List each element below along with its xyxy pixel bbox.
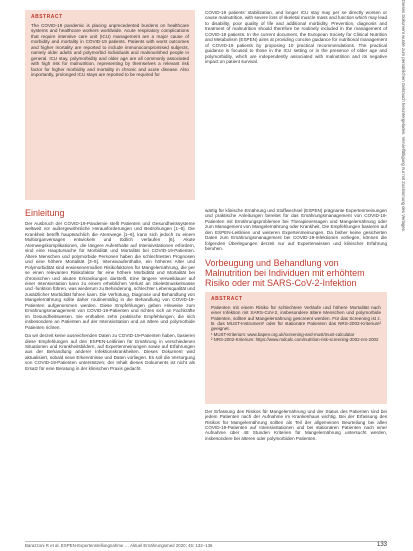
right-column bbox=[205, 208, 387, 533]
abstract-box-german bbox=[205, 292, 387, 404]
section-title-introduction: Einleitung bbox=[25, 208, 65, 218]
section-title-prevention: Vorbeugung und Behandlung von Malnutrition bei Individuen mit erhöhtem Risiko oder mit SARS-CoV-2-Infektion bbox=[205, 257, 365, 288]
introduction-column bbox=[25, 208, 195, 533]
abstract-heading: ABSTRACT bbox=[211, 295, 243, 302]
abstract-heading: ABSTRACT bbox=[31, 14, 63, 20]
footnote-must: ¹ MUST-Kriterium: www.bapen.org.uk/screening-and-must/must-calculator bbox=[211, 331, 355, 337]
abstract-text: The COVID-19 pandemic is placing unprecedented burdens on healthcare systems and healthcare workers worldwide. Acute respiratory complications that require intensive care unit (ICU) management are a major cause of morbidity and mortality in COVID-19 patients. Patients with worst outcomes and higher mortality are reported to include immunocompromised subjects, namely older adults and polymorbid individuals and malnourished people in general. ICU stay, polymorbidity and older age are all commonly associated with high risk for malnutrition, representing by themselves a relevant risk factor for higher morbidity and mortality in chronic and acute disease. Also importantly, prolonged ICU stays are reported to be required for bbox=[31, 23, 189, 78]
citation-footer: Barazzoni R et al. ESPEN-Expertenstellungnahme … Aktuel Ernährungsmed 2020; 45: 132–136 bbox=[25, 543, 213, 548]
abstract-box-english bbox=[25, 10, 195, 200]
page-number: 133 bbox=[376, 542, 387, 548]
page-footer bbox=[25, 541, 387, 550]
footnote-nrs: ² NRS-2002-Kriterium: https://www.mdcalc.com/nutrition-risk-screening-2002-nrs-2002 bbox=[211, 337, 379, 343]
abstract-continuation-text: COVID-19 patients’ stabilization, and longer ICU stay may per se directly worsen or cause malnutrition, with severe loss of skeletal muscle mass and function which may lead to disability, poor quality of life and additional morbidity. Prevention, diagnosis and treatment of malnutrition should therefore be routinely included in the management of COVID-19 patients. In the current document, the European Society for Clinical Nutrition and Metabolism (ESPEN) aims at providing concise guidance for nutritional management of COVID-19 patients by proposing 10 practical recommendations. The practical guidance is focused to those in the ICU setting or in the presence of older age and polymorbidity, which are independently associated with malnutrition and its negative impact on patient survival. bbox=[205, 10, 387, 65]
introduction-paragraph: Da wir derzeit keine ausreichenden Daten zu COVID-19-Patienten haben, basieren diese Empfehlungen auf den ESPEN-Leitlinien für Ernährung in verschiedenen Situationen und Krankheitsbildern, auf Expertenmeinungen sowie auf Erfahrungen aus der Behandlung anderer Infektionskrankheiten. Dieses Dokument wird aktualisiert, sobald neue Erkenntnisse und Daten vorliegen. Es soll die Versorgung von COVID-19-Patienten unterstützen; der Inhalt dieses Dokuments ist nicht als Ersatz für eine Beratung in der klinischen Praxis gedacht. bbox=[25, 333, 195, 371]
abstract-text: Patienten mit einem Risiko für schlechtere Verläufe und höhere Mortalität nach einer Infektion mit SARS-CoV-2, insbesondere ältere Menschen und polymorbide Patienten, sollten auf Mangelernährung gescreent werden. Für das Screening ist z. B. das MUST-Instrument¹ oder für stationäre Patienten das NRS-2002-Kriterium² geeignet. bbox=[211, 304, 381, 332]
right-column-paragraph: Der Erfassung des Risikos für Mangelernährung und der Status des Patienten sind bei jedem Patienten nach der Aufnahme im Krankenhaus wichtig. Bei der Erfassung des Risikos für Mangelernährung sollten als Teil der allgemeinen Beurteilung bei allen COVID-19-Patienten auf Intensivstationen und bei stationären Patienten nach einer Aufnahme über 48 Stunden Kriterien für Mangelernährung untersucht werden, insbesondere bei älteren oder polymorbiden Patienten. bbox=[205, 408, 387, 441]
introduction-paragraph: Der Ausbruch der COVID-19-Pandemie stellt Patienten und Gesundheitssysteme weltweit vor außergewöhnliche Herausforderungen und Bedrohungen [1–6]. Die Krankheit betrifft hauptsächlich die Atemwege [1–6], kann sich jedoch zu einem Multiorganversagen entwickeln und tödlich verlaufen [6]. Akute Atemwegskomplikationen, die längere Aufenthalte auf Intensivstationen erfordern, sind eine Hauptursache für Morbidität und Mortalität bei COVID-19-Patienten. Ältere Menschen und polymorbide Personen haben die schlechtesten Prognosen und eine höhere Mortalität [3–5]. Intensivaufenthalte, ein höheres Alter und Polymorbidität sind erwiesenermaßen Risikofaktoren für Mangelernährung, die per se einen relevanten Risikofaktor für eine höhere Morbidität und Mortalität bei chronischen und akuten Erkrankungen darstellt. Eine längere Verweildauer auf einer Intensivstation kann zu einem erheblichen Verlust an Skelettmuskelmasse und -funktion führen, was wiederum zu Behinderung, schlechter Lebensqualität und zusätzlicher Morbidität führen kann. Die Verhütung, Diagnose und Behandlung von Mangelernährung sollte daher routinemäßig in die Behandlung von COVID-19-Patienten aufgenommen werden. Diese Empfehlungen geben Hinweise zum Ernährungsmanagement von COVID-19-Patienten und richten sich an Fachkräfte im Gesundheitswesen. Sie enthalten zehn praktische Empfehlungen, die sich insbesondere an Patienten auf der Intensivstation und an ältere und polymorbide Patienten richten. bbox=[25, 221, 195, 330]
download-notice: Dieses Dokument wurde zum persönlichen Gebrauch heruntergeladen. Vervielfältigung nur mit Zustimmung des Verlages. bbox=[401, 0, 406, 233]
right-column-paragraph: wärtig für klinische Ernährung und Stoffwechsel (ESPEN) prägnante Expertenmeinungen und praktische Anleitungen bereitet für das Ernährungsmanagement von COVID-19-Patienten mit Ernährungsproblemen bei Therapieversagen und Mangelernährung oder zum Management von Mangelernährung oder Krankheit. Die Empfehlungen basieren auf den ESPEN-Leitlinien und weiteren Expertenmeinungen. Da bisher keine gesicherten Daten zum Ernährungsmanagement bei COVID-19-Infektionen vorliegen, können die folgenden Überlegungen derzeit nur auf Expertenwissen und klinischer Erfahrung beruhen. bbox=[205, 208, 387, 252]
abstract-continuation bbox=[205, 10, 387, 200]
